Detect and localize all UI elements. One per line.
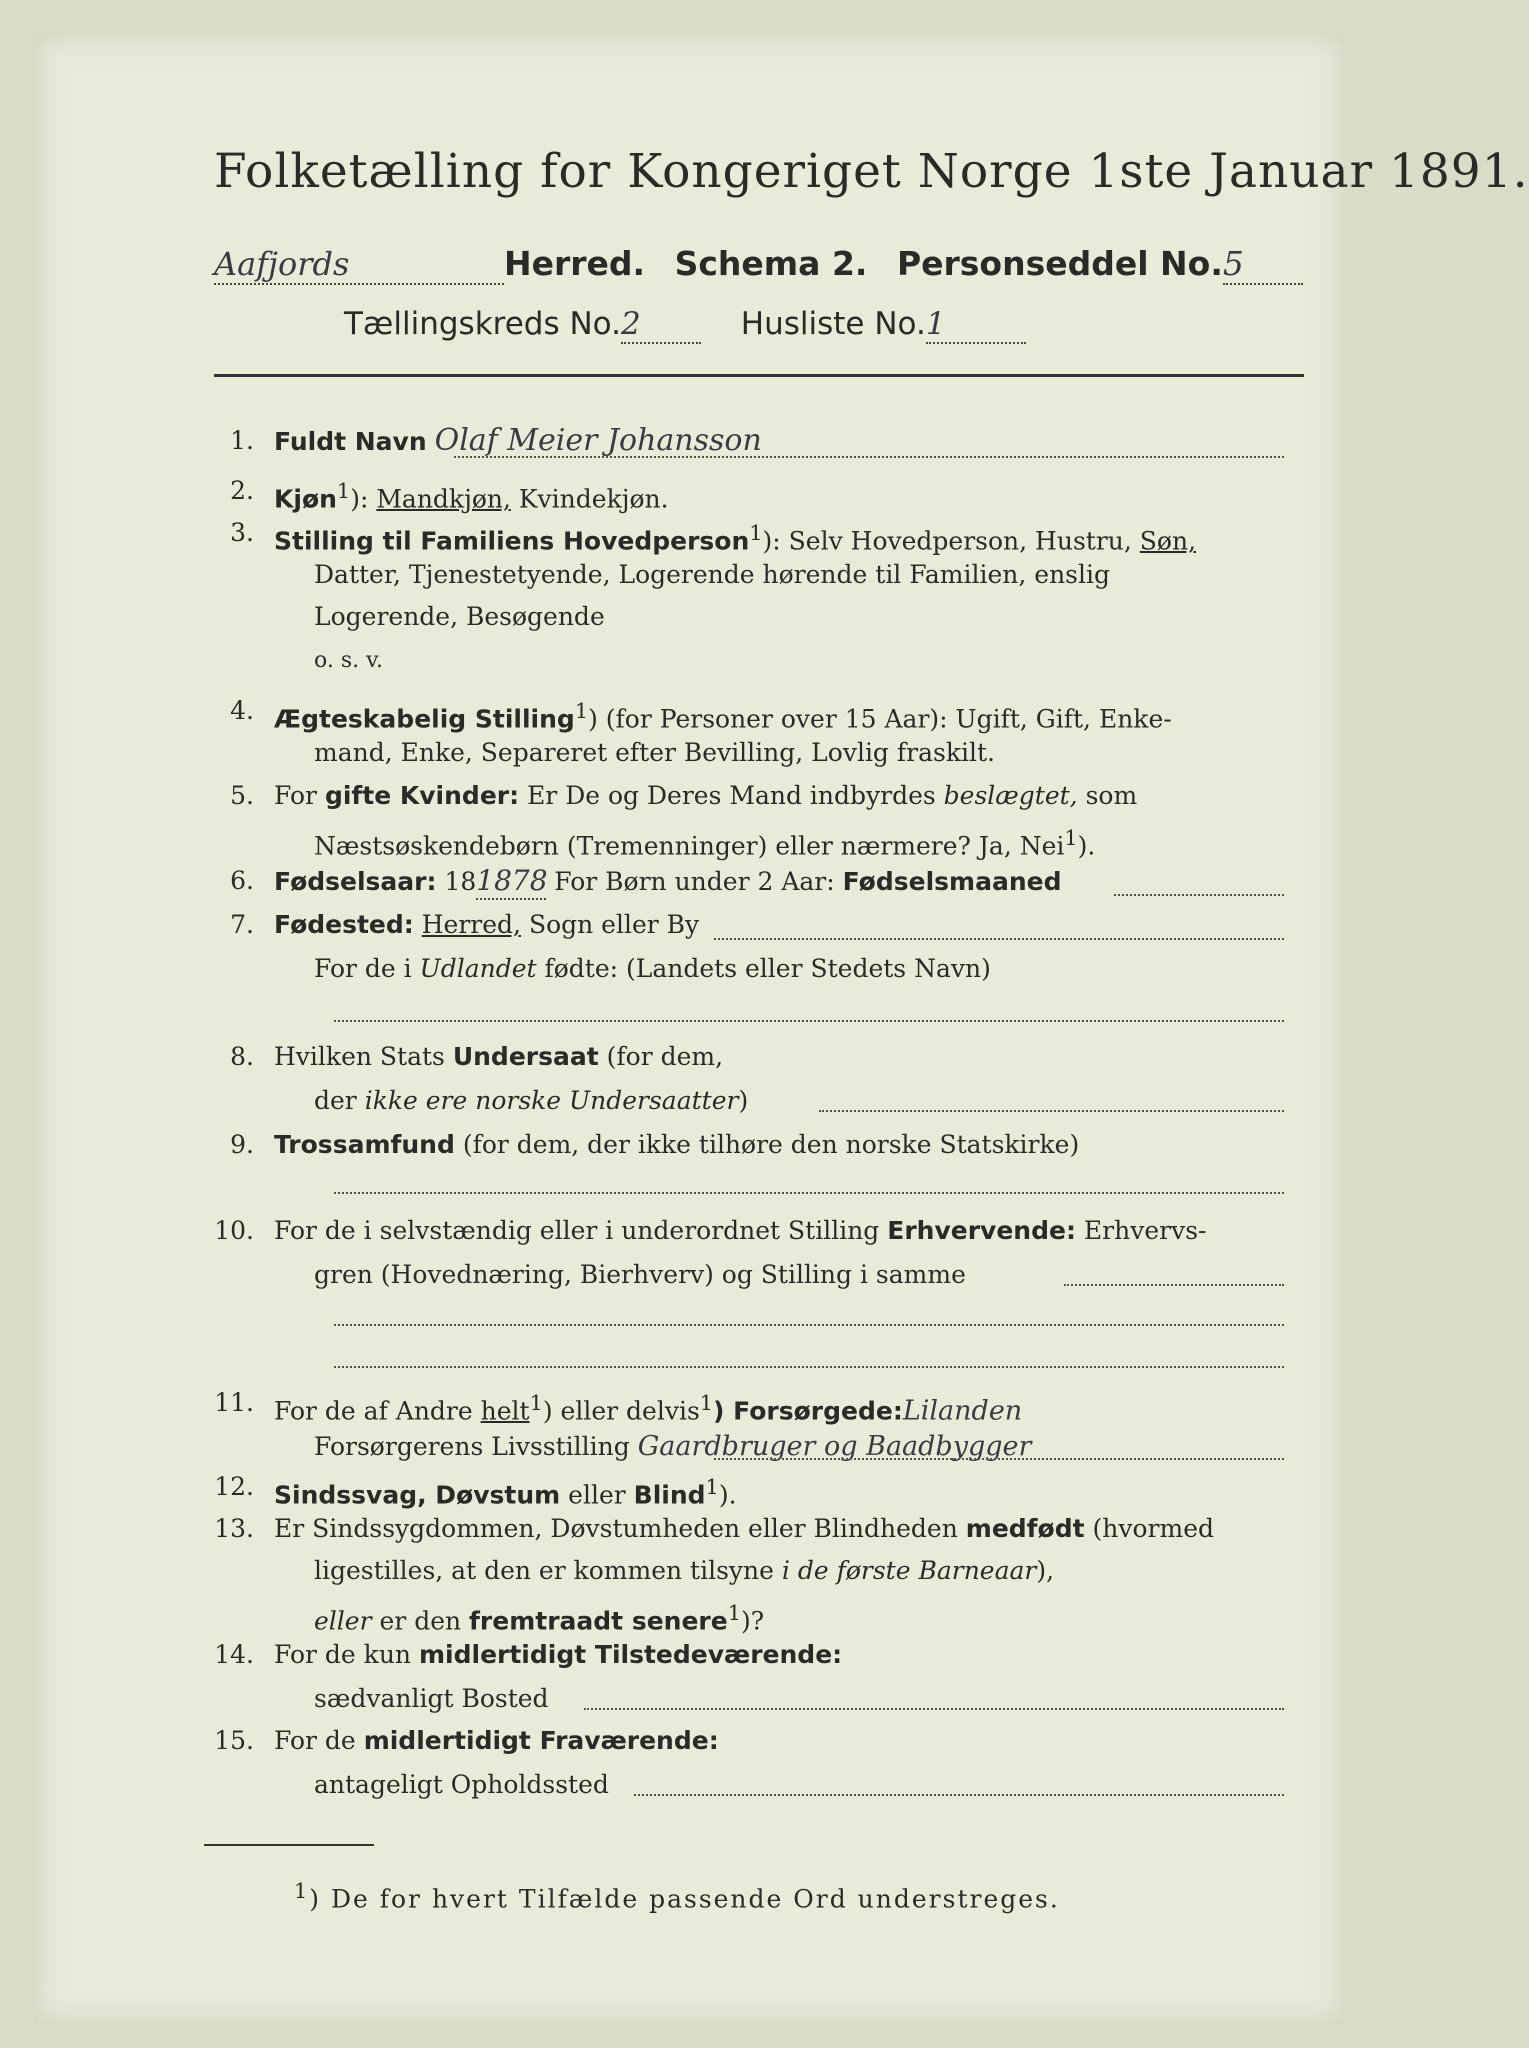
full-name-value: Olaf Meier Johansson	[434, 423, 762, 458]
footnote-mark: 1	[1064, 826, 1078, 850]
provider-occupation-label: Forsørgerens Livsstilling	[314, 1432, 630, 1461]
sex-option-female: Kvindekjøn.	[518, 484, 669, 514]
kreds-line	[344, 306, 1026, 344]
item-8-line-2-a: der	[314, 1086, 357, 1115]
birthplace-label: Fødested:	[274, 910, 414, 939]
item-number: 13.	[214, 1514, 254, 1543]
item-13-line-2	[314, 1554, 1054, 1588]
item-11-line-1	[274, 1386, 1022, 1428]
item-5-line-2-text: Næstsøskendebørn (Tremenninger) eller nærmere? Ja, Nei	[314, 831, 1065, 861]
item-number: 9.	[230, 1130, 254, 1159]
item-5-line-2	[314, 821, 1095, 863]
item-number: 10.	[214, 1216, 254, 1245]
footnote-rule	[204, 1844, 374, 1846]
item-9-text-a: (for dem, der ikke tilhøre den norske Statskirke)	[462, 1130, 1080, 1159]
provider-occupation-value: Gaardbruger og Baadbygger	[637, 1431, 1032, 1462]
provider-occupation-line	[714, 1458, 1284, 1460]
item-13-line-3-end: )?	[740, 1606, 765, 1636]
item-10-text-b: Erhvervs-	[1083, 1216, 1207, 1245]
item-number: 5.	[230, 781, 254, 810]
religion-line	[334, 1192, 1284, 1194]
item-5-related: beslægtet,	[943, 781, 1078, 810]
item-number: 15.	[214, 1726, 254, 1755]
footnote-mark: 1	[727, 1601, 741, 1625]
item-1-text	[274, 424, 762, 459]
family-position-label: Stilling til Familiens Hovedperson	[274, 526, 750, 556]
occupation-label: Erhvervende:	[887, 1216, 1076, 1245]
birth-month-label: Fødselsmaaned	[842, 867, 1062, 896]
full-name-line	[454, 456, 1284, 458]
item-number: 6.	[230, 866, 254, 895]
supported-label: ) Forsørgede:	[713, 1396, 903, 1426]
item-7-abroad: Udlandet	[419, 954, 537, 983]
item-4-line-2: mand, Enke, Separeret efter Bevilling, Lovlig fraskilt.	[314, 738, 995, 767]
footnote	[294, 1879, 1060, 1913]
item-6-text	[274, 864, 1061, 900]
item-number: 11.	[214, 1388, 254, 1417]
item-13-line-3-i: eller	[314, 1606, 372, 1636]
item-11-text-b: ) eller delvis	[542, 1396, 700, 1426]
congenital-label: medfødt	[965, 1514, 1085, 1543]
footnote-mark: 1	[336, 479, 351, 503]
item-11-text-a: For de af Andre	[274, 1396, 473, 1426]
full-name-label: Fuldt Navn	[274, 427, 427, 456]
birthplace-rest: Sogn eller By	[528, 910, 700, 939]
item-7-line-2-a: For de i	[314, 954, 412, 983]
item-number: 8.	[230, 1042, 254, 1071]
herred-value: Aafjords	[214, 245, 504, 285]
item-3-line-1	[274, 516, 1196, 558]
citizenship-line	[819, 1110, 1284, 1112]
item-8-line-2-i: ikke ere norske Undersaatter	[364, 1086, 739, 1115]
temporary-absent-label: midlertidigt Fraværende:	[363, 1726, 719, 1755]
item-7-line-2-b: fødte: (Landets eller Stedets Navn)	[544, 954, 991, 983]
item-5-line-1	[274, 779, 1137, 813]
family-position-options: ): Selv Hovedperson, Hustru,	[762, 526, 1132, 556]
form-title: Folketælling for Kongeriget Norge 1ste Januar 1891.	[214, 144, 1529, 199]
probable-stay-label: antageligt Opholdssted	[314, 1770, 609, 1799]
item-13-line-3-a: er den	[379, 1606, 462, 1636]
marital-status-options: ) (for Personer over 15 Aar): Ugift, Gift, Enke-	[588, 704, 1172, 734]
item-8-line-1	[274, 1040, 723, 1074]
sex-label: Kjøn	[274, 484, 337, 514]
item-7-line-1	[274, 908, 699, 942]
item-13-line-1	[274, 1512, 1214, 1546]
kreds-label: Tællingskreds No.	[344, 306, 621, 342]
item-12-text	[274, 1470, 737, 1512]
probable-stay-line	[634, 1794, 1284, 1796]
item-8-line-2	[314, 1084, 748, 1118]
supported-value: Lilanden	[902, 1395, 1023, 1427]
birth-year-prefix: 18	[444, 867, 477, 896]
marital-status-label: Ægteskabelig Stilling	[274, 704, 575, 734]
sex-option-male: Mandkjøn,	[376, 484, 511, 514]
usual-residence-label: sædvanligt Bosted	[314, 1684, 549, 1713]
later-onset-label: fremtraadt senere	[469, 1606, 728, 1636]
family-position-son: Søn,	[1139, 526, 1197, 556]
footnote-mark: 1	[749, 521, 763, 545]
item-number: 12.	[214, 1472, 254, 1501]
item-number: 3.	[230, 518, 254, 547]
item-8-text-b: (for dem,	[606, 1042, 724, 1071]
footnote-mark: 1	[574, 699, 589, 723]
item-number: 1.	[230, 426, 254, 455]
foreign-birthplace-line	[334, 1020, 1284, 1022]
footnote-text: ) De for hvert Tilfælde passende Ord understreges.	[309, 1884, 1060, 1914]
birth-month-line	[1114, 894, 1284, 896]
item-number: 14.	[214, 1640, 254, 1669]
usual-residence-line	[584, 1708, 1284, 1710]
citizenship-label: Undersaat	[452, 1042, 599, 1071]
item-number: 4.	[230, 696, 254, 725]
occupation-line-1	[1064, 1284, 1284, 1286]
kreds-value: 2	[621, 306, 701, 344]
item-8-text-a: Hvilken Stats	[274, 1042, 445, 1071]
husliste-value: 1	[926, 306, 1026, 344]
birth-month-text: For Børn under 2 Aar:	[554, 867, 835, 896]
item-5-som: som	[1085, 781, 1138, 810]
herred-line	[214, 244, 1303, 285]
item-14-text-a: For de kun	[274, 1640, 412, 1669]
item-5-pre: For	[274, 781, 317, 810]
item-13-line-2-b: ),	[1036, 1556, 1055, 1585]
item-13-line-2-i: i de første Barneaar	[781, 1556, 1037, 1585]
disability-label: Sindssvag, Døvstum	[274, 1480, 561, 1510]
birth-year-value: 1878	[476, 864, 546, 900]
item-number: 2.	[230, 476, 254, 505]
item-13-line-2-a: ligestilles, at den er kommen tilsyne	[314, 1556, 774, 1585]
temporary-present-label: midlertidigt Tilstedeværende:	[418, 1640, 843, 1669]
item-11-helt: helt	[480, 1396, 530, 1426]
herred-label: Herred.	[504, 244, 646, 283]
married-women-label: gifte Kvinder:	[324, 781, 520, 810]
item-9-text	[274, 1128, 1079, 1162]
blind-label: Blind	[633, 1480, 706, 1510]
item-10-text-a: For de i selvstændig eller i underordnet Stilling	[274, 1216, 880, 1245]
schema-label: Schema 2.	[674, 244, 868, 283]
footnote-mark: 1	[705, 1475, 719, 1499]
personseddel-value: 5	[1223, 244, 1303, 285]
footnote-mark: 1	[699, 1391, 714, 1415]
item-10-line-2: gren (Hovednæring, Bierhverv) og Stilling i samme	[314, 1260, 966, 1289]
item-10-line-1	[274, 1214, 1206, 1248]
footnote-mark: 1	[529, 1391, 543, 1415]
item-5-text: Er De og Deres Mand indbyrdes	[527, 781, 936, 810]
item-13-line-3	[314, 1596, 764, 1638]
birth-year-label: Fødselsaar:	[274, 867, 437, 896]
occupation-line-2	[334, 1324, 1284, 1326]
birthplace-line	[714, 938, 1284, 940]
item-8-line-2-b: )	[738, 1086, 749, 1115]
item-3-line-4: o. s. v.	[314, 648, 383, 673]
religion-label: Trossamfund	[274, 1130, 455, 1159]
item-12-text-a: eller	[568, 1480, 626, 1510]
item-3-line-2: Datter, Tjenestetyende, Logerende hørende til Familien, enslig	[314, 560, 1111, 589]
footnote-mark: 1	[294, 1879, 310, 1903]
census-form	[34, 34, 1529, 2024]
item-13-text-b: (hvormed	[1092, 1514, 1215, 1543]
item-15-line-1	[274, 1724, 719, 1758]
item-3-line-3: Logerende, Besøgende	[314, 602, 605, 631]
occupation-line-3	[334, 1366, 1284, 1368]
item-7-line-2	[314, 952, 991, 986]
item-2-text: Kjøn$^1$): Mandkjøn, Kvindekjøn.	[274, 479, 669, 514]
item-12-end: ).	[718, 1480, 737, 1510]
item-14-line-1	[274, 1638, 842, 1672]
husliste-label: Husliste No.	[740, 306, 926, 342]
item-15-text-a: For de	[274, 1726, 356, 1755]
item-13-text-a: Er Sindssygdommen, Døvstumheden eller Blindheden	[274, 1514, 958, 1543]
personseddel-label: Personseddel No.	[896, 244, 1223, 283]
item-4-line-1	[274, 694, 1172, 736]
header-rule	[214, 374, 1304, 377]
birthplace-herred: Herred,	[421, 910, 521, 939]
item-5-end: ).	[1077, 831, 1096, 861]
item-number: 7.	[230, 910, 254, 939]
